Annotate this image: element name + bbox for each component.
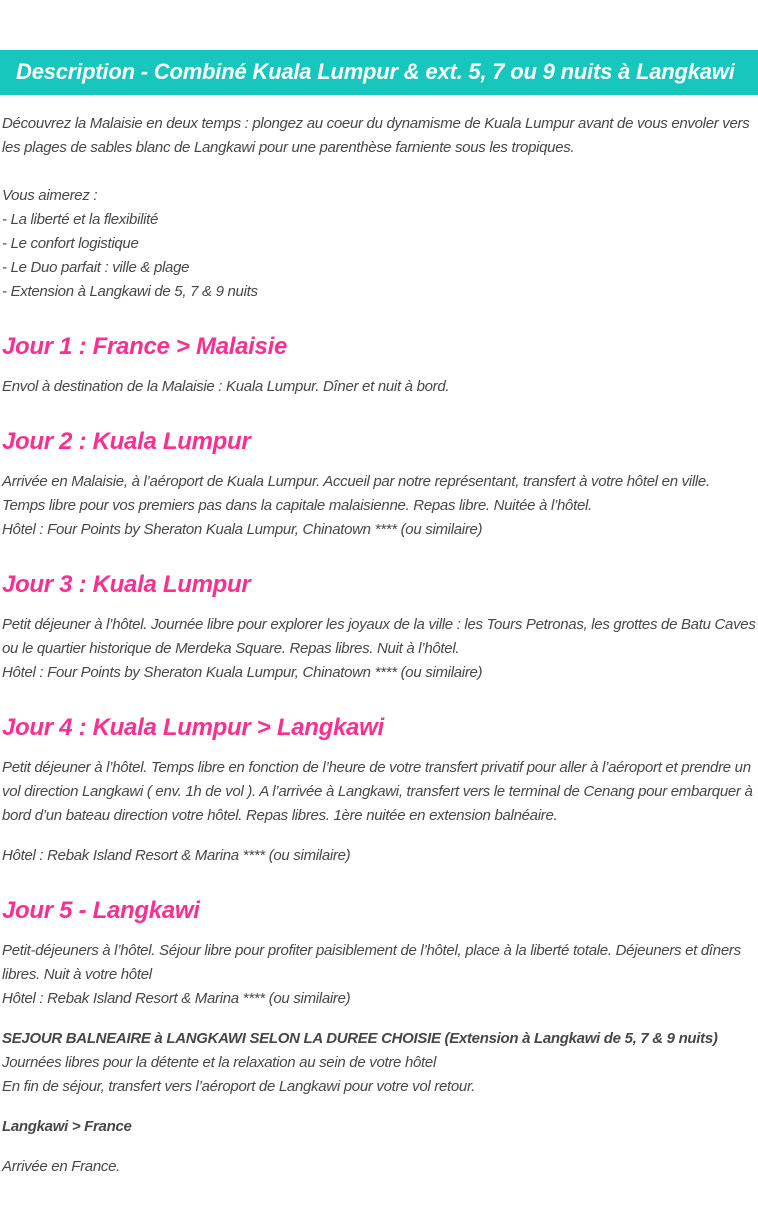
day-heading: Jour 5 - Langkawi: [2, 897, 200, 924]
day-body: Petit déjeuner à l’hôtel. Temps libre en fonction de l’heure de votre transfert privatif pour aller à l’aéroport et prendre un vol direction Langkawi ( env. 1h de vol ). A l’arrivée à Langkawi, transfert vers le terminal de Cenang pour embarquer à bord d’un bateau direction votre hôtel. Repas libres. 1ère nuitée en extension balnéaire.: [2, 759, 753, 824]
content-area: [0, 112, 758, 1179]
extension-line: En fin de séjour, transfert vers l’aéroport de Langkawi pour votre vol retour.: [2, 1078, 475, 1095]
day-heading: Jour 1 : France > Malaisie: [2, 333, 287, 360]
day-body: Petit déjeuner à l’hôtel. Journée libre pour explorer les joyaux de la ville : les Tours Petronas, les grottes de Batu Caves ou le quartier historique de Merdeka Square. Repas libres. Nuit à l’hôtel.: [2, 616, 756, 657]
day-section-1: [2, 332, 756, 399]
arrival-line: Arrivée en France.: [2, 1158, 120, 1175]
day-body: Arrivée en Malaisie, à l’aéroport de Kuala Lumpur. Accueil par notre représentant, transfert à votre hôtel en ville. Temps libre pour vos premiers pas dans la capitale malaisienne. Repas libre. Nuitée à l’hôtel.: [2, 473, 710, 514]
return-route: Langkawi > France: [2, 1118, 132, 1135]
extension-line: Journées libres pour la détente et la relaxation au sein de votre hôtel: [2, 1054, 436, 1071]
highlights-title: Vous aimerez :: [2, 187, 98, 204]
highlight-item: - Extension à Langkawi de 5, 7 & 9 nuits: [2, 283, 258, 300]
hotel-line: Hôtel : Rebak Island Resort & Marina **** (ou similaire): [2, 990, 351, 1007]
hotel-line: Hôtel : Rebak Island Resort & Marina **** (ou similaire): [2, 847, 351, 864]
highlight-item: - Le confort logistique: [2, 235, 139, 252]
day-section-5: [2, 896, 756, 1011]
hotel-line: Hôtel : Four Points by Sheraton Kuala Lumpur, Chinatown **** (ou similaire): [2, 521, 483, 538]
extension-section: [2, 1027, 756, 1179]
day-heading: Jour 4 : Kuala Lumpur > Langkawi: [2, 714, 384, 741]
description-header: [0, 50, 758, 95]
day-body: Envol à destination de la Malaisie : Kuala Lumpur. Dîner et nuit à bord.: [2, 378, 450, 395]
page-title: Description - Combiné Kuala Lumpur & ext. 5, 7 ou 9 nuits à Langkawi: [16, 59, 735, 84]
day-section-2: [2, 427, 756, 542]
intro-paragraph: Découvrez la Malaisie en deux temps : plongez au coeur du dynamisme de Kuala Lumpur avant de vous envoler vers les plages de sables blanc de Langkawi pour une parenthèse farniente sous les tropiques.: [2, 115, 750, 156]
hotel-line: Hôtel : Four Points by Sheraton Kuala Lumpur, Chinatown **** (ou similaire): [2, 664, 483, 681]
day-heading: Jour 3 : Kuala Lumpur: [2, 571, 251, 598]
day-section-3: [2, 570, 756, 685]
day-section-4: [2, 713, 756, 868]
highlight-item: - La liberté et la flexibilité: [2, 211, 159, 228]
balneaire-title: SEJOUR BALNEAIRE à LANGKAWI SELON LA DUREE CHOISIE (Extension à Langkawi de 5, 7 & 9 nuits): [2, 1030, 718, 1047]
highlight-item: - Le Duo parfait : ville & plage: [2, 259, 190, 276]
day-heading: Jour 2 : Kuala Lumpur: [2, 428, 251, 455]
day-body: Petit-déjeuners à l’hôtel. Séjour libre pour profiter paisiblement de l’hôtel, place à la liberté totale. Déjeuners et dîners libres. Nuit à votre hôtel: [2, 942, 741, 983]
